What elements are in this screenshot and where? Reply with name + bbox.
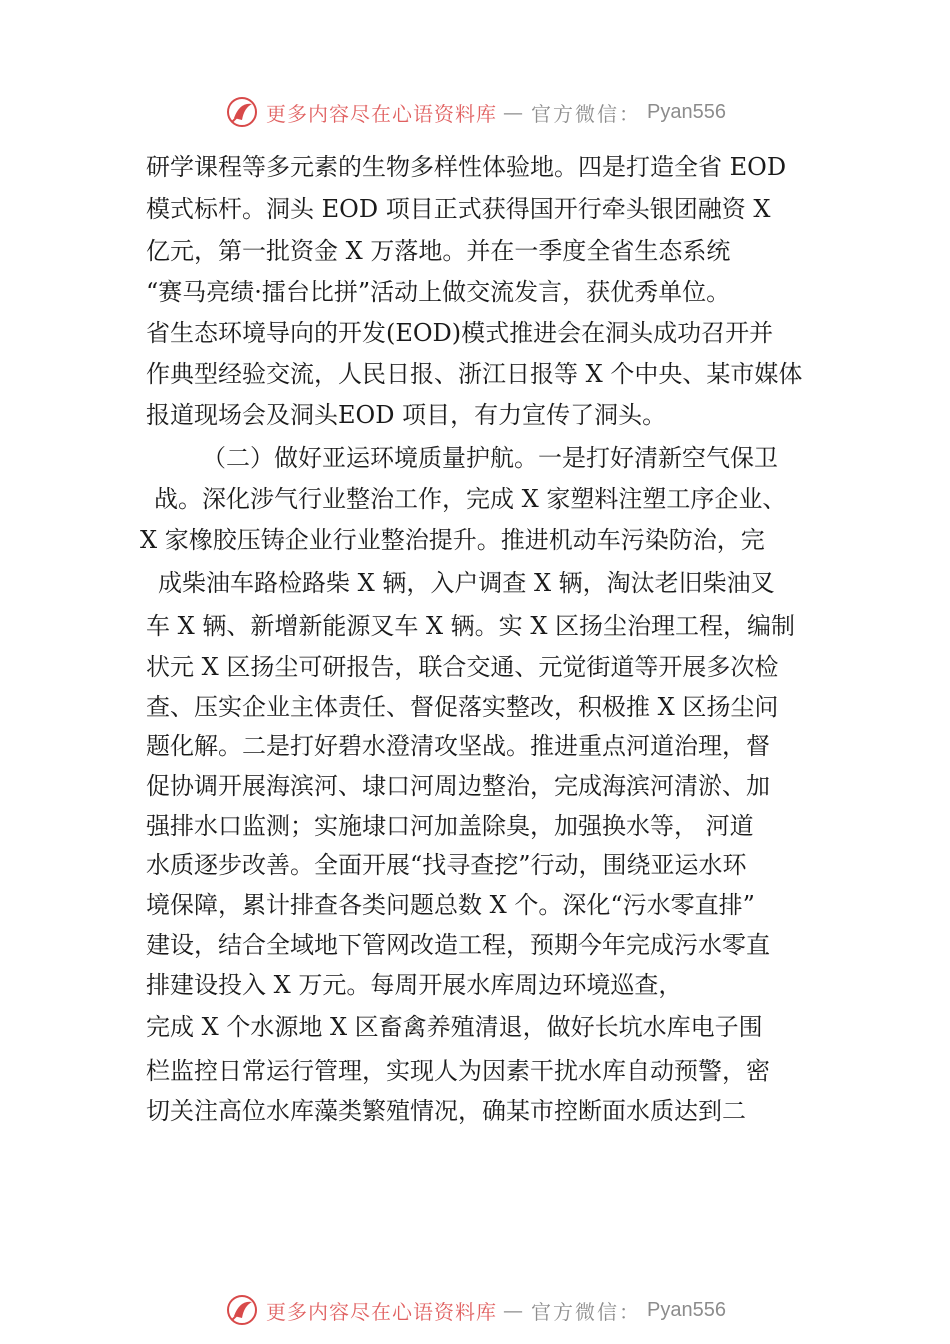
body-line: X 家橡胶压铸企业行业整治提升。推进机动车污染防治，完 [140,526,765,554]
header-official-text: 官方微信： [531,101,642,126]
body-line: 作典型经验交流，人民日报、浙江日报等 X 个中央、某市媒体 [146,360,803,388]
body-line: （二）做好亚运环境质量护航。一是打好清新空气保卫 [202,444,778,472]
body-line: 模式标杆。洞头 EOD 项目正式获得国开行牵头银团融资 X [146,195,771,223]
footer-official-text: 官方微信： [531,1299,642,1324]
body-line: 切关注高位水库藻类繁殖情况，确某市控断面水质达到二 [146,1097,746,1125]
header-wechat-id: Pyan556 [647,100,726,123]
body-line: 境保障，累计排查各类问题总数 X 个。深化“污水零直排” [146,891,755,919]
brand-logo-icon [224,94,260,130]
body-line: 题化解。二是打好碧水澄清攻坚战。推进重点河道治理，督 [146,732,770,760]
body-line: 亿元，第一批资金 X 万落地。并在一季度全省生态系统 [146,237,731,265]
footer-brand-text: 更多内容尽在心语资料库 [266,1299,498,1324]
body-line: 促协调开展海滨河、埭口河周边整治，完成海滨河清淤、加 [146,772,770,800]
body-line: 状元 X 区扬尘可研报告，联合交通、元觉街道等开展多次检 [146,653,779,681]
body-line: 成柴油车路检路柴 X 辆，入户调查 X 辆，淘汰老旧柴油叉 [158,569,775,597]
body-line: 完成 X 个水源地 X 区畜禽养殖清退，做好长坑水库电子围 [146,1013,763,1041]
footer-banner [0,1290,950,1330]
header-brand-text: 更多内容尽在心语资料库 [266,101,498,126]
footer-separator: — [503,1298,526,1322]
body-line: 栏监控日常运行管理，实现人为因素干扰水库自动预警，密 [146,1057,770,1085]
body-line: 研学课程等多元素的生物多样性体验地。四是打造全省 EOD [146,153,787,181]
body-line: 建设，结合全域地下管网改造工程，预期今年完成污水零直 [146,931,770,959]
header-separator: — [503,100,526,124]
body-line: “赛马亮绩·擂台比拼”活动上做交流发言，获优秀单位。 [146,278,731,306]
header-banner [0,92,950,132]
footer-wechat-id: Pyan556 [647,1298,726,1321]
body-line: 报道现场会及洞头EOD 项目，有力宣传了洞头。 [146,401,667,429]
body-line: 查、压实企业主体责任、督促落实整改，积极推 X 区扬尘问 [146,693,779,721]
body-line: 车 X 辆、新增新能源叉车 X 辆。实 X 区扬尘治理工程，编制 [146,612,796,640]
body-line: 排建设投入 X 万元。每周开展水库周边环境巡查， [146,971,683,999]
body-line: 战。深化涉气行业整治工作，完成 X 家塑料注塑工序企业、 [154,485,787,513]
body-line: 强排水口监测；实施埭口河加盖除臭，加强换水等， 河道 [146,812,754,840]
brand-logo-icon [224,1292,260,1328]
body-line: 省生态环境导向的开发(EOD)模式推进会在洞头成功召开并 [146,319,774,347]
body-line: 水质逐步改善。全面开展“找寻查挖”行动，围绕亚运水环 [146,851,747,879]
